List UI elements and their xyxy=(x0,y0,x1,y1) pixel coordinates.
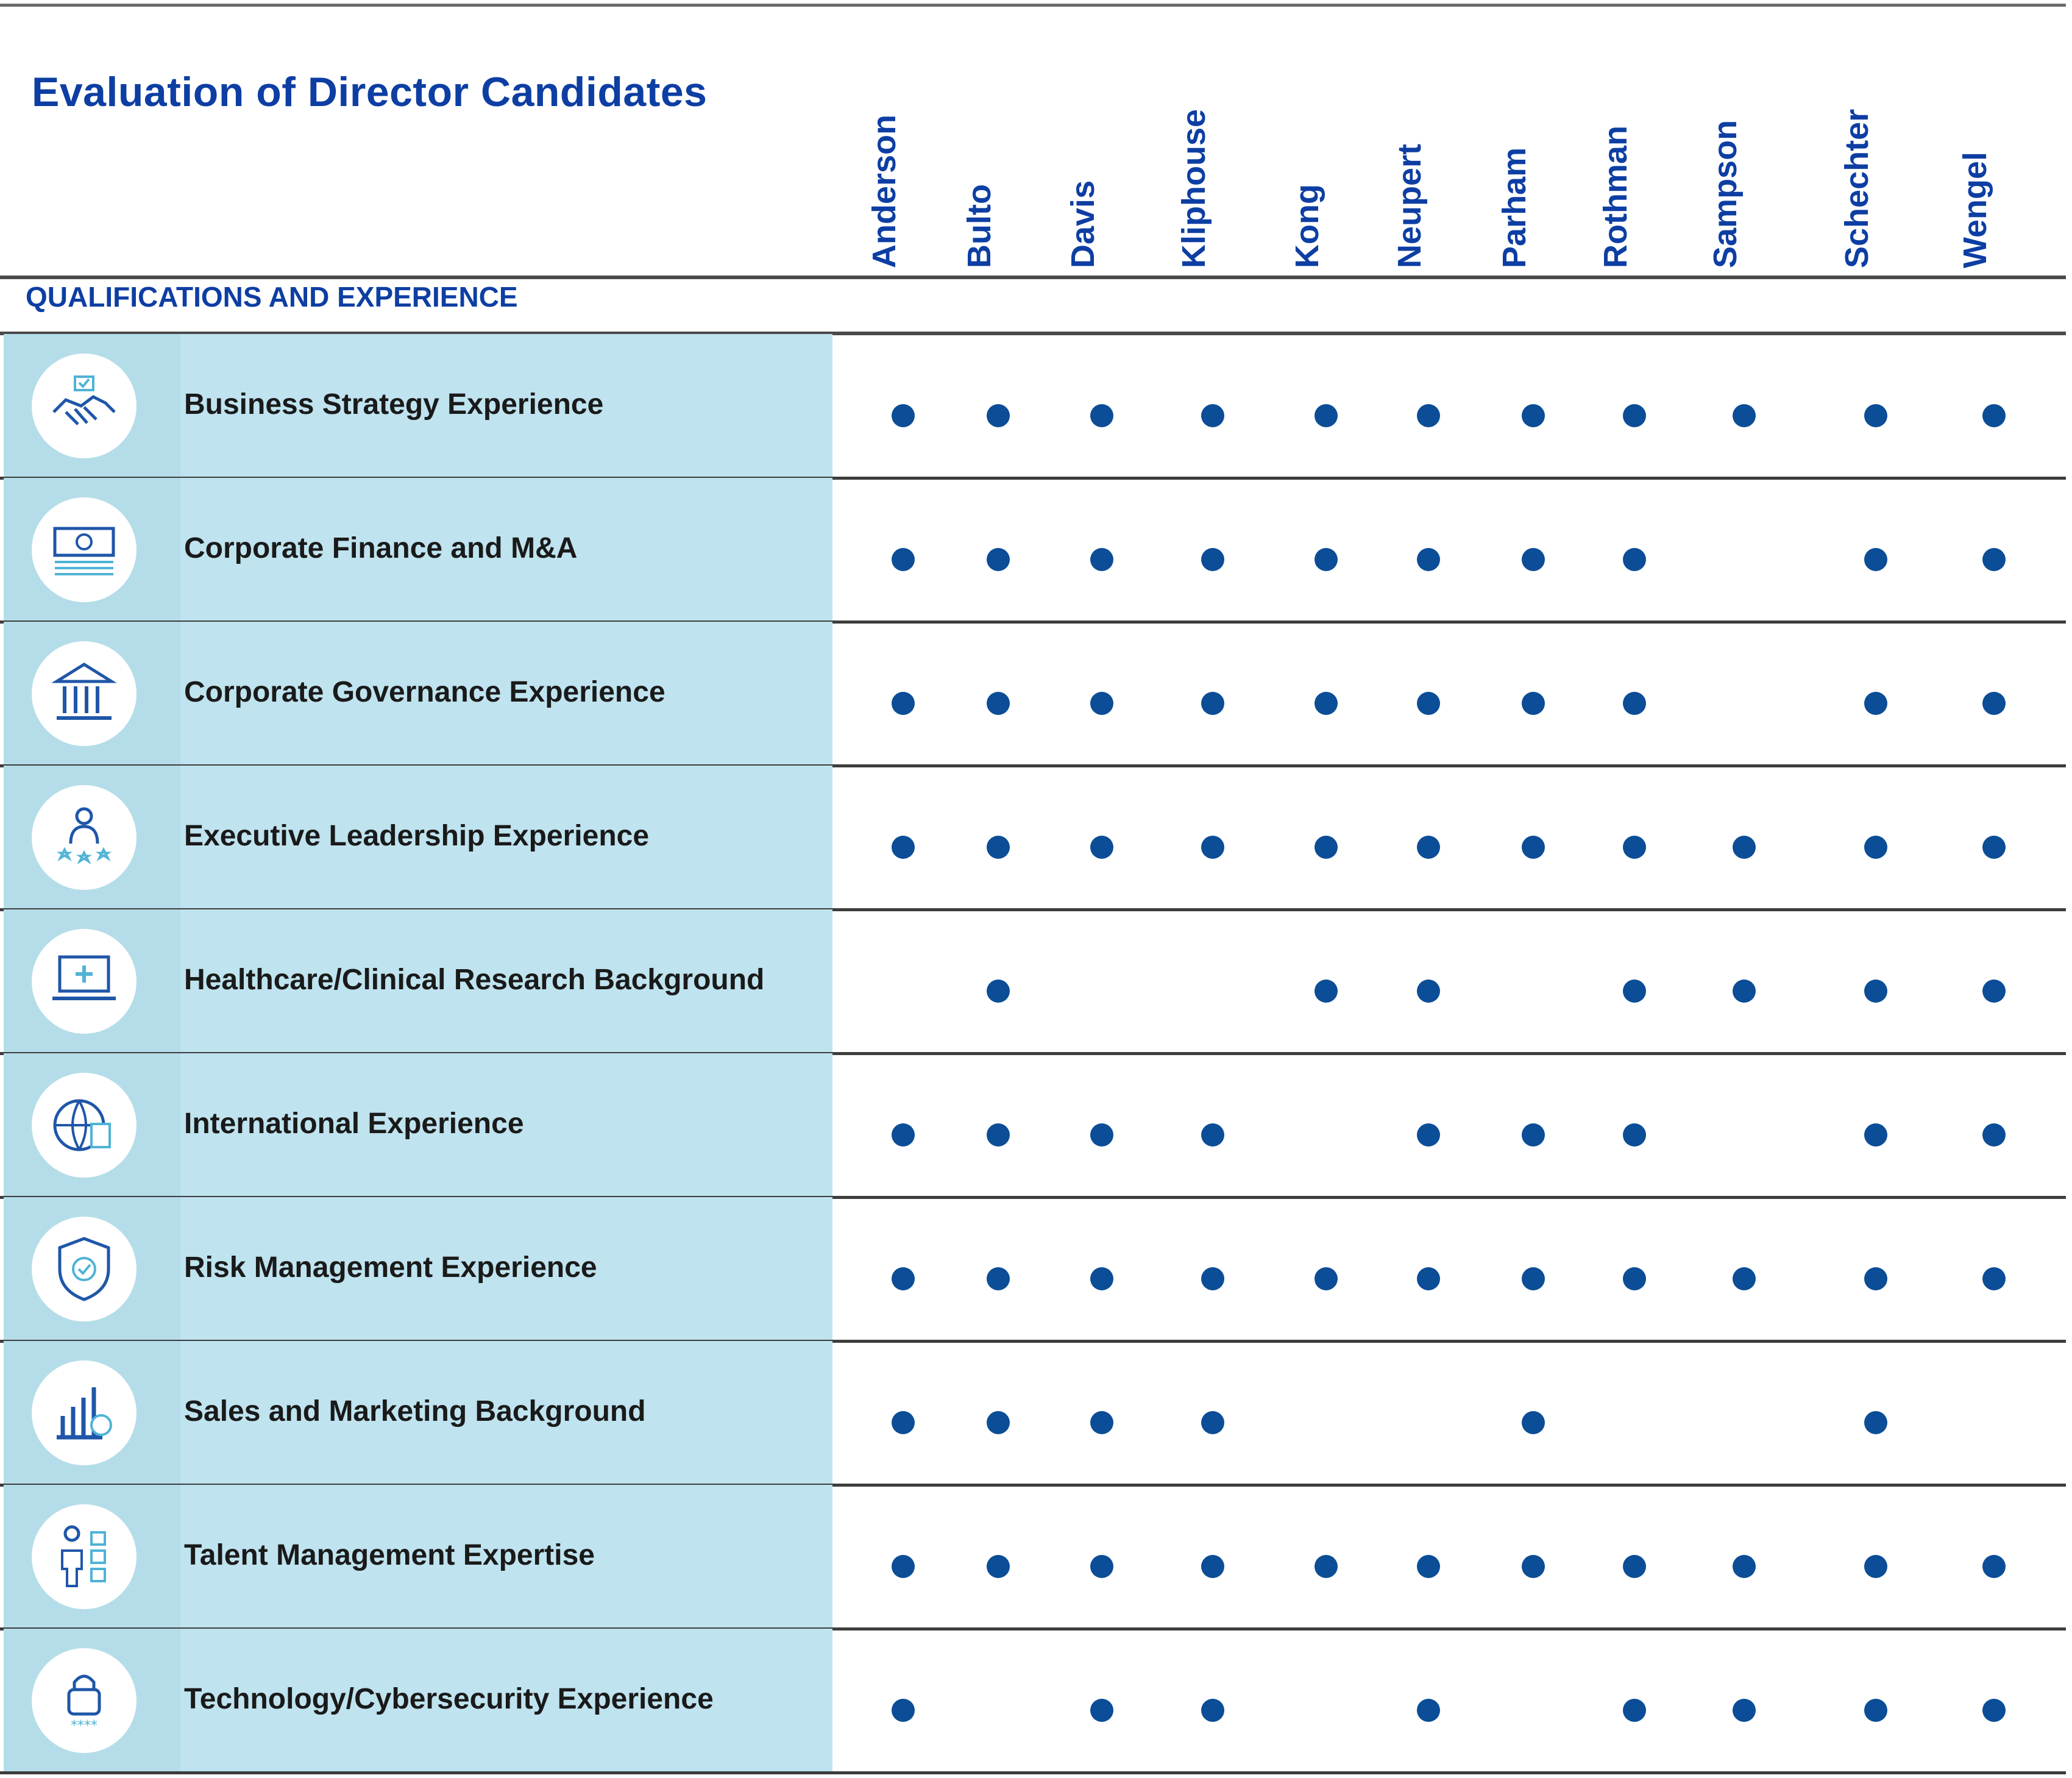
qualification-dot-neupert xyxy=(1417,548,1440,571)
qualification-label: Risk Management Experience xyxy=(184,1251,597,1284)
candidate-name: Sampson xyxy=(1707,119,1744,268)
qualification-dot-bulto xyxy=(987,836,1010,859)
qualification-dot-rothman xyxy=(1623,1123,1646,1147)
qualification-dot-rothman xyxy=(1623,980,1646,1003)
qualification-dot-bulto xyxy=(987,1411,1010,1434)
qualification-dot-kliphouse xyxy=(1201,1555,1224,1578)
qualification-dot-parham xyxy=(1522,836,1545,859)
shield-check-icon xyxy=(32,1217,137,1321)
qualification-dot-wengel xyxy=(1982,1699,2006,1722)
leader-stars-icon xyxy=(32,785,137,890)
qualification-dot-rothman xyxy=(1623,1267,1646,1290)
qualification-dot-wengel xyxy=(1982,1123,2006,1147)
qualification-dot-sampson xyxy=(1733,1699,1756,1722)
qualification-dot-schechter xyxy=(1864,1267,1887,1290)
qualification-dot-bulto xyxy=(987,1267,1010,1290)
qualification-dot-parham xyxy=(1522,1555,1545,1578)
candidate-name: Neupert xyxy=(1391,143,1428,268)
candidate-name: Wengel xyxy=(1957,151,1993,268)
qualification-dot-anderson xyxy=(892,1123,915,1147)
qualification-label: Corporate Finance and M&A xyxy=(184,532,578,564)
qualification-dot-sampson xyxy=(1733,1555,1756,1578)
qualification-dot-schechter xyxy=(1864,1699,1887,1722)
qualification-dot-rothman xyxy=(1623,692,1646,715)
qualification-dot-neupert xyxy=(1417,1267,1440,1290)
qualification-dot-wengel xyxy=(1982,692,2006,715)
page-title: Evaluation of Director Candidates xyxy=(32,69,708,115)
qualification-dot-neupert xyxy=(1417,1123,1440,1147)
qualification-row xyxy=(0,1197,2066,1341)
qualification-dot-wengel xyxy=(1982,404,2006,427)
globe-document-icon xyxy=(32,1073,137,1178)
qualification-row xyxy=(0,1053,2066,1197)
qualification-dot-schechter xyxy=(1864,1411,1887,1434)
candidate-name: Davis xyxy=(1065,180,1101,268)
qualification-dot-kong xyxy=(1315,1267,1338,1290)
qualification-dot-parham xyxy=(1522,548,1545,571)
candidate-name: Kliphouse xyxy=(1176,108,1212,268)
qualification-dot-davis xyxy=(1090,548,1113,571)
qualification-dot-parham xyxy=(1522,692,1545,715)
qualification-dot-neupert xyxy=(1417,692,1440,715)
qualification-dot-neupert xyxy=(1417,1555,1440,1578)
qualification-row xyxy=(0,1629,2066,1773)
qualification-dot-bulto xyxy=(987,692,1010,715)
qualification-dot-rothman xyxy=(1623,404,1646,427)
qualification-dot-bulto xyxy=(987,548,1010,571)
qualification-dot-anderson xyxy=(892,692,915,715)
qualification-dot-anderson xyxy=(892,548,915,571)
qualification-dot-anderson xyxy=(892,1555,915,1578)
qualification-dot-davis xyxy=(1090,1555,1113,1578)
qualification-dot-kliphouse xyxy=(1201,1123,1224,1147)
qualification-dot-davis xyxy=(1090,1123,1113,1147)
qualification-dot-rothman xyxy=(1623,1555,1646,1578)
qualification-row xyxy=(0,909,2066,1053)
qualification-label: Healthcare/Clinical Research Background xyxy=(184,964,765,996)
qualification-dot-kong xyxy=(1315,548,1338,571)
qualification-dot-neupert xyxy=(1417,404,1440,427)
qualification-dot-neupert xyxy=(1417,1699,1440,1722)
qualification-dot-parham xyxy=(1522,1123,1545,1147)
qualification-dot-neupert xyxy=(1417,980,1440,1003)
qualification-label: International Experience xyxy=(184,1108,524,1140)
candidate-name: Schechter xyxy=(1839,108,1875,268)
qualification-dot-bulto xyxy=(987,980,1010,1003)
qualification-dot-kong xyxy=(1315,1555,1338,1578)
qualification-dot-kliphouse xyxy=(1201,1411,1224,1434)
qualification-dot-schechter xyxy=(1864,1555,1887,1578)
qualification-dot-anderson xyxy=(892,1267,915,1290)
qualification-dot-davis xyxy=(1090,1411,1113,1434)
qualification-dot-parham xyxy=(1522,1411,1545,1434)
qualification-dot-davis xyxy=(1090,692,1113,715)
qualification-dot-neupert xyxy=(1417,836,1440,859)
qualification-label: Technology/Cybersecurity Experience xyxy=(184,1683,714,1715)
row-divider xyxy=(0,1771,2066,1774)
qualification-dot-anderson xyxy=(892,1699,915,1722)
qualification-dot-parham xyxy=(1522,404,1545,427)
top-rule xyxy=(0,4,2066,7)
qualification-dot-davis xyxy=(1090,404,1113,427)
qualification-dot-rothman xyxy=(1623,548,1646,571)
qualification-dot-kliphouse xyxy=(1201,548,1224,571)
qualification-dot-bulto xyxy=(987,1123,1010,1147)
qualification-dot-wengel xyxy=(1982,836,2006,859)
qualification-dot-wengel xyxy=(1982,548,2006,571)
qualification-dot-sampson xyxy=(1733,836,1756,859)
qualification-dot-anderson xyxy=(892,404,915,427)
qualification-dot-bulto xyxy=(987,404,1010,427)
candidate-name: Bulto xyxy=(961,184,998,268)
candidate-name: Anderson xyxy=(866,114,903,268)
money-stack-icon xyxy=(32,497,137,602)
qualification-dot-kliphouse xyxy=(1201,1699,1224,1722)
qualification-dot-kong xyxy=(1315,836,1338,859)
qualification-dot-kong xyxy=(1315,980,1338,1003)
qualification-dot-kong xyxy=(1315,692,1338,715)
qualification-dot-kliphouse xyxy=(1201,692,1224,715)
qualification-row xyxy=(0,478,2066,622)
qualification-dot-davis xyxy=(1090,1699,1113,1722)
candidate-name: Kong xyxy=(1289,184,1325,268)
qualification-label: Business Strategy Experience xyxy=(184,388,604,421)
qualification-dot-kliphouse xyxy=(1201,404,1224,427)
qualification-dot-rothman xyxy=(1623,1699,1646,1722)
qualification-dot-kliphouse xyxy=(1201,836,1224,859)
svg-text:****: **** xyxy=(71,1718,98,1734)
qualification-dot-sampson xyxy=(1733,980,1756,1003)
qualification-dot-sampson xyxy=(1733,404,1756,427)
laptop-medical-icon xyxy=(32,929,137,1034)
qualification-dot-wengel xyxy=(1982,1555,2006,1578)
institution-icon xyxy=(32,641,137,746)
qualification-dot-schechter xyxy=(1864,692,1887,715)
header-rule xyxy=(0,276,2066,279)
qualification-dot-sampson xyxy=(1733,1267,1756,1290)
qualification-dot-davis xyxy=(1090,836,1113,859)
qualification-label: Sales and Marketing Background xyxy=(184,1395,646,1428)
qualification-dot-wengel xyxy=(1982,1267,2006,1290)
qualification-row xyxy=(0,334,2066,478)
bar-chart-dollar-icon xyxy=(32,1360,137,1465)
qualification-dot-anderson xyxy=(892,836,915,859)
qualification-dot-schechter xyxy=(1864,980,1887,1003)
qualification-label: Corporate Governance Experience xyxy=(184,676,665,708)
qualification-dot-schechter xyxy=(1864,836,1887,859)
section-header: QUALIFICATIONS AND EXPERIENCE xyxy=(26,281,518,313)
qualification-dot-schechter xyxy=(1864,404,1887,427)
qualification-dot-bulto xyxy=(987,1555,1010,1578)
qualification-label: Executive Leadership Experience xyxy=(184,820,650,852)
handshake-icon xyxy=(32,354,137,458)
qualification-dot-schechter xyxy=(1864,1123,1887,1147)
padlock-password-icon xyxy=(32,1648,137,1753)
qualification-label: Talent Management Expertise xyxy=(184,1539,595,1571)
qualification-dot-davis xyxy=(1090,1267,1113,1290)
qualification-row xyxy=(0,622,2066,766)
qualification-row xyxy=(0,1485,2066,1629)
qualification-dot-rothman xyxy=(1623,836,1646,859)
qualification-row xyxy=(0,1341,2066,1485)
qualification-dot-wengel xyxy=(1982,980,2006,1003)
qualification-row xyxy=(0,766,2066,909)
qualification-dot-anderson xyxy=(892,1411,915,1434)
qualification-dot-parham xyxy=(1522,1267,1545,1290)
candidate-name: Rothman xyxy=(1597,126,1634,268)
qualification-dot-kong xyxy=(1315,404,1338,427)
person-checklist-icon xyxy=(32,1504,137,1609)
qualification-dot-kliphouse xyxy=(1201,1267,1224,1290)
qualification-dot-schechter xyxy=(1864,548,1887,571)
candidate-name: Parham xyxy=(1496,147,1533,268)
